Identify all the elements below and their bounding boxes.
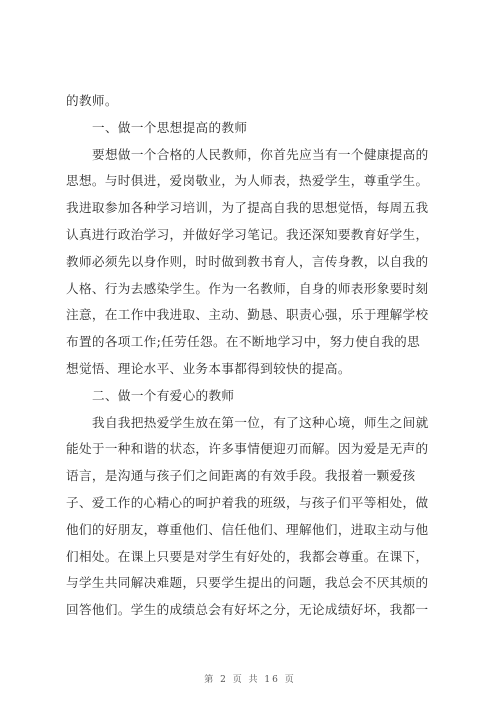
text-line: 他们的好朋友，尊重他们、信任他们、理解他们，进取主动与他 [66, 521, 429, 537]
page-number-footer: 第 2 页 共 16 页 [204, 675, 296, 685]
text-line: 教师必须先以身作则，时时做到教书育人，言传身教，以自我的 [66, 253, 429, 269]
text-line: 布置的各项工作;任劳任怨。在不断地学习中，努力使自我的思 [66, 334, 421, 350]
document-body [66, 88, 442, 624]
text-line: 的教师。 [66, 93, 118, 108]
text-line: 回答他们。学生的成绩总会有好坏之分，无论成绩好坏，我都一 [66, 602, 429, 618]
text-line: 人格、行为去感染学生。作为一名教师，自身的师表形象要时刻 [66, 280, 429, 296]
text-line: 能处于一种和谐的状态，许多事情便迎刃而解。因为爱是无声的 [66, 441, 429, 457]
text-line: 认真进行政治学习，并做好学习笔记。我还深知要教育好学生， [66, 226, 429, 242]
text-line: 注意，在工作中我进取、主动、勤恳、职责心强，乐于理解学校 [66, 307, 429, 323]
text-line: 思想。与时俱进，爱岗敬业，为人师表，热爱学生，尊重学生。 [66, 173, 429, 189]
text-line: 们相处。在课上只要是对学生有好处的，我都会尊重。在课下， [66, 548, 429, 564]
text-line: 我进取参加各种学习培训，为了提高自我的思想觉悟，每周五我 [66, 200, 429, 216]
section-heading-1: 一、做一个思想提高的教师 [92, 119, 248, 135]
text-line: 与学生共同解决难题，只要学生提出的问题，我总会不厌其烦的 [66, 575, 429, 591]
text-line: 要想做一个合格的人民教师，你首先应当有一个健康提高的 [92, 146, 429, 162]
text-line: 子、爱工作的心精心的呵护着我的班级，与孩子们平等相处，做 [66, 494, 429, 510]
text-line: 我自我把热爱学生放在第一位，有了这种心境，师生之间就 [92, 414, 429, 430]
section-heading-2: 二、做一个有爱心的教师 [92, 387, 235, 403]
text-line: 想觉悟、理论水平、业务本事都得到较快的提高。 [66, 360, 351, 376]
text-line: 语言，是沟通与孩子们之间距离的有效手段。我报着一颗爱孩 [66, 468, 416, 484]
